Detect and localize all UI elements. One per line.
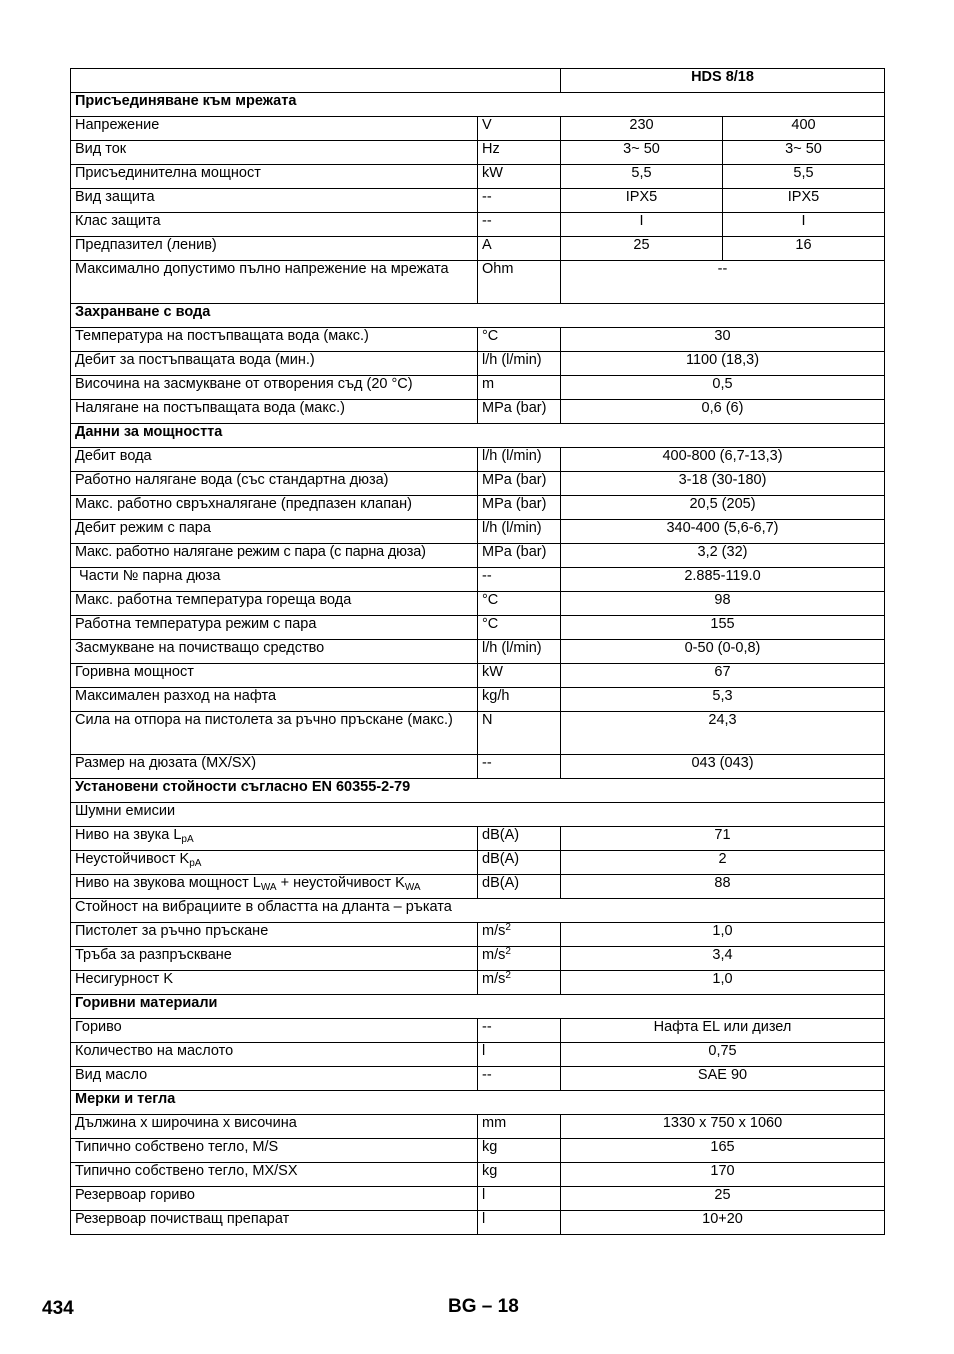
- row-label: Сила на отпора на пистолета за ръчно пръскане (макс.): [71, 712, 478, 755]
- row-value: 1330 x 750 x 1060: [561, 1115, 885, 1139]
- row-value: 400-800 (6,7-13,3): [561, 448, 885, 472]
- table-row: [71, 1139, 885, 1163]
- row-unit: --: [478, 568, 561, 592]
- row-value-1: 230: [561, 117, 723, 141]
- row-label: Размер на дюзата (MX/SX): [71, 755, 478, 779]
- row-unit: l/h (l/min): [478, 448, 561, 472]
- row-label: Засмукване на почистващо средство: [71, 640, 478, 664]
- row-unit: dB(A): [478, 851, 561, 875]
- section-noise: Установени стойности съгласно EN 60355-2-79: [71, 779, 885, 803]
- table-row: [71, 755, 885, 779]
- page-footer: BG – 18: [448, 1296, 519, 1317]
- table-row: [71, 827, 885, 851]
- row-label: Дебит режим с пара: [71, 520, 478, 544]
- table-row: [71, 1211, 885, 1235]
- section-power: Присъединяване към мрежата: [71, 93, 885, 117]
- row-unit: MPa (bar): [478, 472, 561, 496]
- row-unit: kg: [478, 1163, 561, 1187]
- table-row: [71, 592, 885, 616]
- row-unit: $m/s^2$: [478, 971, 561, 995]
- section-row: [71, 779, 885, 803]
- table-row: [71, 568, 885, 592]
- row-unit: --: [478, 189, 561, 213]
- row-unit: kg/h: [478, 688, 561, 712]
- row-label: Максимален разход на нафта: [71, 688, 478, 712]
- row-label: Напрежение: [71, 117, 478, 141]
- table-row: [71, 1163, 885, 1187]
- section-water: Захранване с вода: [71, 304, 885, 328]
- row-label: Вид защита: [71, 189, 478, 213]
- row-unit: kg: [478, 1139, 561, 1163]
- row-value: 71: [561, 827, 885, 851]
- row-label: Вид масло: [71, 1067, 478, 1091]
- row-label: Макс. работна температура гореща вода: [71, 592, 478, 616]
- subsection-row: [71, 803, 885, 827]
- table-row: [71, 496, 885, 520]
- table-row: [71, 688, 885, 712]
- row-label: Работна температура режим с пара: [71, 616, 478, 640]
- row-value-1: 3~ 50: [561, 141, 723, 165]
- section-row: [71, 1091, 885, 1115]
- row-value: 1100 (18,3): [561, 352, 885, 376]
- row-unit: l/h (l/min): [478, 352, 561, 376]
- table-row: [71, 352, 885, 376]
- row-value: 10+20: [561, 1211, 885, 1235]
- row-value: 0,6 (6): [561, 400, 885, 424]
- row-label: Резервоар гориво: [71, 1187, 478, 1211]
- row-unit: dB(A): [478, 875, 561, 899]
- row-value: 30: [561, 328, 885, 352]
- row-value: --: [561, 261, 885, 304]
- table-row: [71, 472, 885, 496]
- row-label: Тръба за разпръскване: [71, 947, 478, 971]
- table-row: [71, 376, 885, 400]
- row-label: Вид ток: [71, 141, 478, 165]
- section-fuel: Горивни материали: [71, 995, 885, 1019]
- table-row: [71, 189, 885, 213]
- row-unit: --: [478, 755, 561, 779]
- table-row: [71, 400, 885, 424]
- row-unit: m: [478, 376, 561, 400]
- table-row: [71, 237, 885, 261]
- row-unit: MPa (bar): [478, 544, 561, 568]
- specifications-table: [70, 68, 885, 1235]
- row-label: Дебит за постъпващата вода (мин.): [71, 352, 478, 376]
- row-label: Налягане на постъпващата вода (макс.): [71, 400, 478, 424]
- row-label: Присъединителна мощност: [71, 165, 478, 189]
- row-label: Ниво на звука $L_{pA}$: [71, 827, 478, 851]
- row-value: 25: [561, 1187, 885, 1211]
- section-dims: Мерки и тегла: [71, 1091, 885, 1115]
- row-value: 20,5 (205): [561, 496, 885, 520]
- row-value: 165: [561, 1139, 885, 1163]
- row-label: Типично собствено тегло, M/S: [71, 1139, 478, 1163]
- row-unit: $m/s^2$: [478, 923, 561, 947]
- row-unit: l/h (l/min): [478, 520, 561, 544]
- row-label: Дебит вода: [71, 448, 478, 472]
- row-value: 88: [561, 875, 885, 899]
- table-row: [71, 117, 885, 141]
- row-unit: kW: [478, 165, 561, 189]
- row-value: 24,3: [561, 712, 885, 755]
- row-label: Неустойчивост $K_{pA}$: [71, 851, 478, 875]
- row-value: 3,4: [561, 947, 885, 971]
- row-value-1: IPX5: [561, 189, 723, 213]
- section-row: [71, 995, 885, 1019]
- row-value-1: 5,5: [561, 165, 723, 189]
- row-value-2: IPX5: [723, 189, 885, 213]
- model-name: HDS 8/18: [561, 69, 885, 93]
- row-value: 3-18 (30-180): [561, 472, 885, 496]
- row-label: Работно налягане вода (със стандартна дюза): [71, 472, 478, 496]
- row-label: Максимално допустимо пълно напрежение на мрежата: [71, 261, 478, 304]
- table-row: [71, 213, 885, 237]
- row-value: 2.885-119.0: [561, 568, 885, 592]
- row-label: Клас защита: [71, 213, 478, 237]
- row-unit: dB(A): [478, 827, 561, 851]
- subsection-row: [71, 899, 885, 923]
- row-label: Резервоар почистващ препарат: [71, 1211, 478, 1235]
- row-label: Ниво на звукова мощност $L_{WA}$ + неустойчивост $K_{WA}$: [71, 875, 478, 899]
- row-value-2: 5,5: [723, 165, 885, 189]
- row-value: 1,0: [561, 971, 885, 995]
- row-value-2: I: [723, 213, 885, 237]
- row-value: 170: [561, 1163, 885, 1187]
- table-row: [71, 165, 885, 189]
- row-value: 3,2 (32): [561, 544, 885, 568]
- row-unit: $m/s^2$: [478, 947, 561, 971]
- row-unit: mm: [478, 1115, 561, 1139]
- row-value: 0,75: [561, 1043, 885, 1067]
- row-value: SAE 90: [561, 1067, 885, 1091]
- row-value: 0,5: [561, 376, 885, 400]
- row-value: 0-50 (0-0,8): [561, 640, 885, 664]
- table-row: [71, 664, 885, 688]
- section-row: [71, 424, 885, 448]
- table-row: [71, 971, 885, 995]
- table-row: [71, 141, 885, 165]
- table-row: [71, 616, 885, 640]
- row-value: 155: [561, 616, 885, 640]
- row-unit: A: [478, 237, 561, 261]
- row-unit: °C: [478, 328, 561, 352]
- row-value: Нафта EL или дизел: [561, 1019, 885, 1043]
- row-value: 340-400 (5,6-6,7): [561, 520, 885, 544]
- vibration-label: Стойност на вибрациите в областта на дланта – ръката: [71, 899, 885, 923]
- header-blank: [71, 69, 561, 93]
- row-unit: l/h (l/min): [478, 640, 561, 664]
- row-unit: --: [478, 1067, 561, 1091]
- table-row: [71, 712, 885, 755]
- row-unit: N: [478, 712, 561, 755]
- row-value: 2: [561, 851, 885, 875]
- row-label: Дължина x широчина x височина: [71, 1115, 478, 1139]
- row-unit: V: [478, 117, 561, 141]
- table-row: [71, 328, 885, 352]
- row-unit: MPa (bar): [478, 400, 561, 424]
- table-row: [71, 1187, 885, 1211]
- row-label: Височина на засмукване от отворения съд (20 °C): [71, 376, 478, 400]
- table-row: [71, 1115, 885, 1139]
- row-label: Количество на маслото: [71, 1043, 478, 1067]
- row-value: 043 (043): [561, 755, 885, 779]
- table-row: [71, 1043, 885, 1067]
- row-unit: --: [478, 1019, 561, 1043]
- table-row: [71, 261, 885, 304]
- row-value-2: 400: [723, 117, 885, 141]
- table-row: [71, 923, 885, 947]
- row-value-1: I: [561, 213, 723, 237]
- row-value: 98: [561, 592, 885, 616]
- table-row: [71, 640, 885, 664]
- row-unit: °C: [478, 616, 561, 640]
- row-unit: kW: [478, 664, 561, 688]
- row-value-2: 16: [723, 237, 885, 261]
- row-label: Макс. работно налягане режим с пара (с парна дюза): [71, 544, 478, 568]
- row-label: Горивна мощност: [71, 664, 478, 688]
- table-row: [71, 544, 885, 568]
- row-label: Части № парна дюза: [71, 568, 478, 592]
- row-unit: l: [478, 1187, 561, 1211]
- row-value-2: 3~ 50: [723, 141, 885, 165]
- table-row: [71, 1067, 885, 1091]
- table-row: [71, 1019, 885, 1043]
- row-value: 1,0: [561, 923, 885, 947]
- table-row: [71, 851, 885, 875]
- row-value: 67: [561, 664, 885, 688]
- page-number: 434: [42, 1298, 74, 1319]
- table-row: [71, 875, 885, 899]
- row-label: Типично собствено тегло, MX/SX: [71, 1163, 478, 1187]
- row-value-1: 25: [561, 237, 723, 261]
- table-header-row: [71, 69, 885, 93]
- row-unit: Hz: [478, 141, 561, 165]
- section-row: [71, 93, 885, 117]
- table-row: [71, 520, 885, 544]
- section-row: [71, 304, 885, 328]
- table-row: [71, 947, 885, 971]
- row-label: Предпазител (ленив): [71, 237, 478, 261]
- row-unit: --: [478, 213, 561, 237]
- section-performance: Данни за мощността: [71, 424, 885, 448]
- row-label: Несигурност K: [71, 971, 478, 995]
- table-row: [71, 448, 885, 472]
- row-unit: l: [478, 1043, 561, 1067]
- noise-emissions-label: Шумни емисии: [71, 803, 885, 827]
- row-label: Макс. работно свръхналягане (предпазен клапан): [71, 496, 478, 520]
- row-value: 5,3: [561, 688, 885, 712]
- row-label: Гориво: [71, 1019, 478, 1043]
- row-unit: l: [478, 1211, 561, 1235]
- row-unit: MPa (bar): [478, 496, 561, 520]
- row-unit: Ohm: [478, 261, 561, 304]
- row-label: Температура на постъпващата вода (макс.): [71, 328, 478, 352]
- row-unit: °C: [478, 592, 561, 616]
- row-label: Пистолет за ръчно пръскане: [71, 923, 478, 947]
